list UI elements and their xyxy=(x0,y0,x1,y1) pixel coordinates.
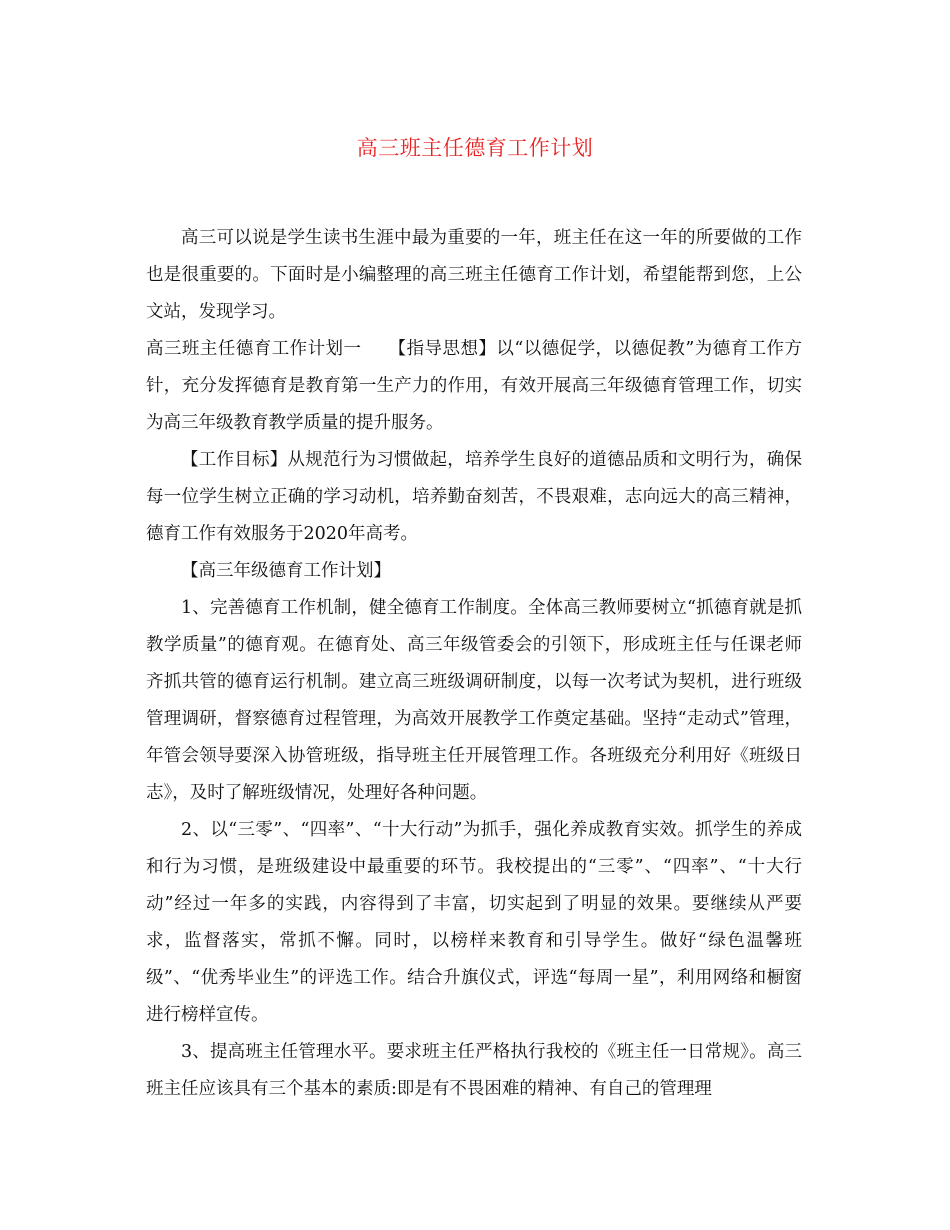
paragraph-intro: 高三可以说是学生读书生涯中最为重要的一年，班主任在这一年的所要做的工作也是很重要的。下面时是小编整理的高三班主任德育工作计划，希望能帮到您，上公文站，发现学习。 xyxy=(146,228,802,322)
document-title: 高三班主任德育工作计划 xyxy=(356,136,594,160)
paragraph-item-2: 2、以“三零”、“四率”、“十大行动”为抓手，强化养成教育实效。抓学生的养成和行为习惯，是班级建设中最重要的环节。我校提出的“三零”、“四率”、“十大行动”经过一年多的实践，内容得到了丰富，切实起到了明显的效果。要继续从严要求，监督落实，常抓不懈。同时，以榜样来教育和引导学生。做好“绿色温馨班级”、“优秀毕业生”的评选工作。结合升旗仪式，评选“每周一星”，利用网络和橱窗进行榜样宣传。 xyxy=(146,820,802,1025)
document-body xyxy=(146,220,802,1108)
paragraph-guiding-thought: 高三班主任德育工作计划一 【指导思想】以“以德促学，以德促教”为德育工作方针，充分发挥德育是教育第一生产力的作用，有效开展高三年级德育管理工作，切实为高三年级教育教学质量的提升服务。 xyxy=(146,339,802,433)
paragraph-work-goal: 【工作目标】从规范行为习惯做起，培养学生良好的道德品质和文明行为，确保每一位学生树立正确的学习动机，培养勤奋刻苦，不畏艰难，志向远大的高三精神，德育工作有效服务于2020年高考。 xyxy=(146,450,802,544)
paragraph-item-3: 3、提高班主任管理水平。要求班主任严格执行我校的《班主任一日常规》。高三班主任应该具有三个基本的素质:即是有不畏困难的精神、有自己的管理理 xyxy=(146,1042,802,1099)
paragraph-plan-heading: 【高三年级德育工作计划】 xyxy=(181,561,391,581)
paragraph-item-1: 1、完善德育工作机制，健全德育工作制度。全体高三教师要树立“抓德育就是抓教学质量”的德育观。在德育处、高三年级管委会的引领下，形成班主任与任课老师齐抓共管的德育运行机制。建立高三班级调研制度，以每一次考试为契机，进行班级管理调研，督察德育过程管理，为高效开展教学工作奠定基础。坚持“走动式”管理，年管会领导要深入协管班级，指导班主任开展管理工作。各班级充分利用好《班级日志》，及时了解班级情况，处理好各种问题。 xyxy=(146,598,802,803)
